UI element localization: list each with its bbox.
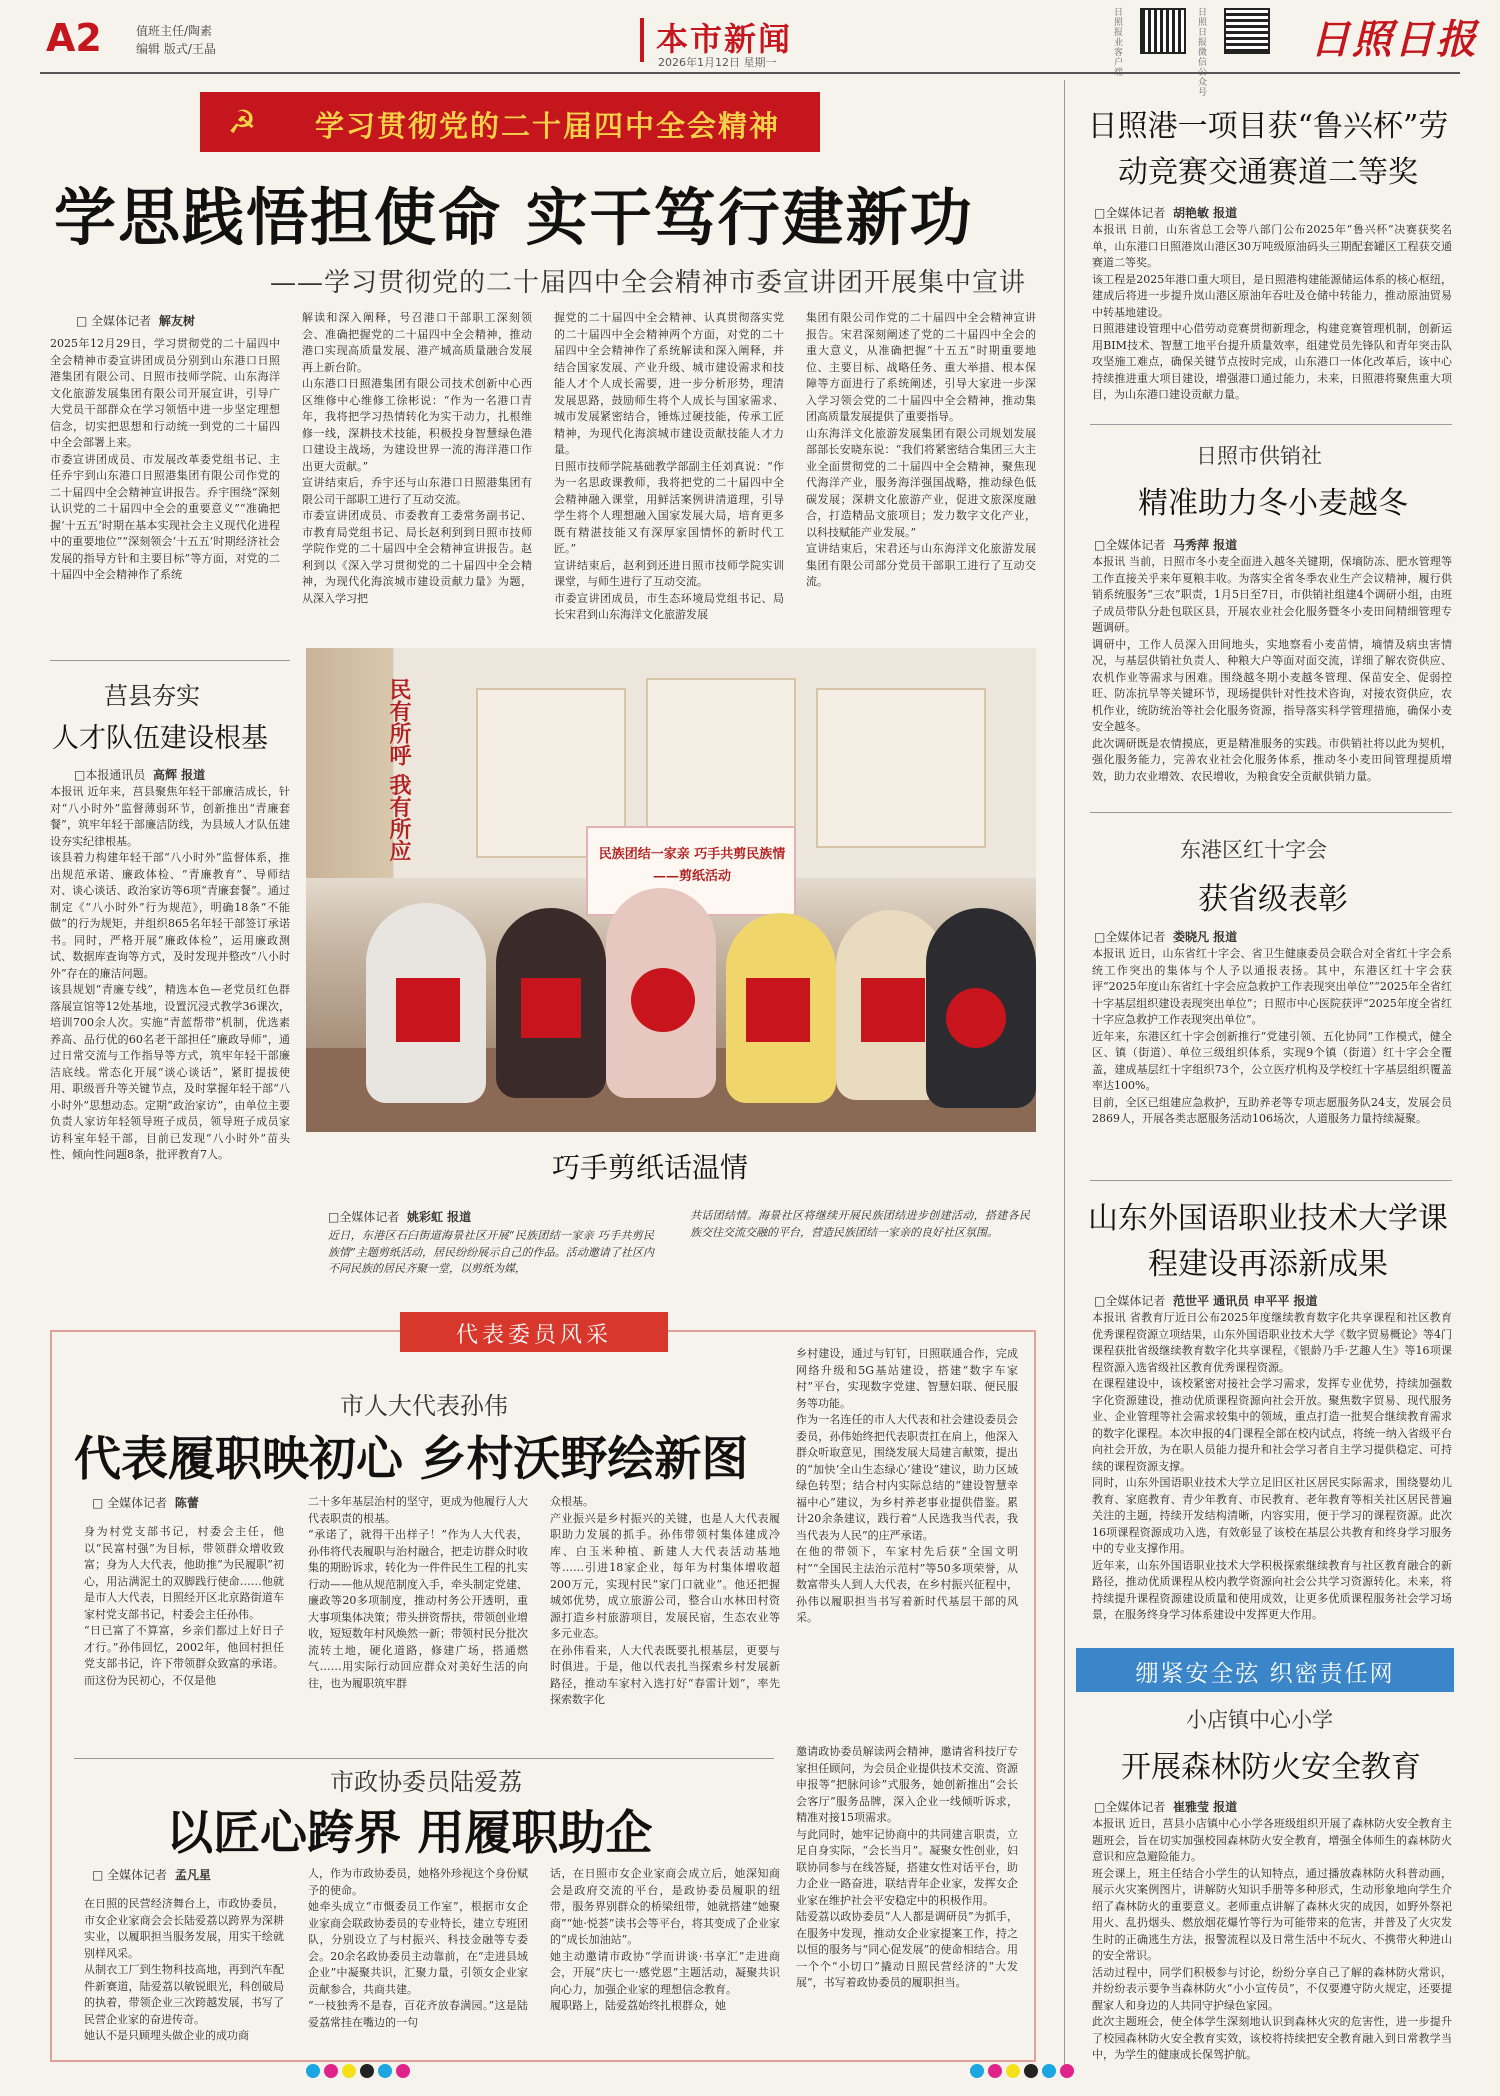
- photo-papercut-3: [631, 968, 695, 1032]
- section-name: 本市新闻: [656, 20, 793, 58]
- story2-title: 以匠心跨界 用履职助企: [166, 1806, 653, 1861]
- lead-column-2: 解读和深入阐释，号召港口干部职工深刻领会、准确把握党的二十届四中全会精神，推动港口实现高质量发展、港产城高质量融合发展再上新台阶。 山东港口日照港集团有限公司技术创新中心西区维修中心维修工徐彬说：“作为一名港口青年，我将把学习热情转化为实干动力，扎根维修一线，深耕技术技能，积极投身智慧绿色港口建设主战场，为建设世界一流的海洋港口作出更大贡献。” 宣讲结束后，乔宇还与山东港口日照港集团有限公司干部职工进行了互动交流。 市委宣讲团成员、市委教育工委常务副书记、市教育局党组书记、局长赵利到到日照市技师学院作党的二十届四中全会精神宣讲报告。赵利到以《深入学习贯彻党的二十届四中全会精神，为现代化海滨城市建设贡献力量》为题，从深入学习把: [302, 311, 532, 605]
- juxian-body: 本报讯 近年来，莒县聚焦年轻干部廉洁成长，针对“八小时外”监督薄弱环节，创新推出“青廉套餐”，筑牢年轻干部廉洁防线，为县域人才队伍建设夯实纪律根基。 该县着力构建年轻干部“八小时外”监督体系，推出规范承诺、廉政体检、“青廉教育”、导师结对、谈心谈话、政治家访等6项“青廉套餐”。通过制定《“八小时外”行为规范》，明确18条“不能做”的行为规矩，并组织865名年轻干部签订承诺书。同时，严格开展“廉政体检”，运用廉政测试、数据库查询等方式，及时发现并整改“八小时外”存在的廉洁问题。 该县规划“青廉专线”，精选本色—老党员红色群落展宣馆等12处基地，设置沉浸式教学36课次，培训700余人次。实施“青蓝帮带”机制，优选素养高、品行优的60名老干部担任“廉政导师”，通过日常交流与工作指导等方式，筑牢年轻干部廉洁底线。常态化开展“谈心谈话”，紧盯提拔使用、职级晋升等关键节点，及时掌握年轻干部“八小时外”思想动态。定期“政治家访”，由单位主要负责人家访年轻领导班子成员，领导班子成员家访科室年轻干部，目前已发现“八小时外”苗头性、倾向性问题8条，批评教育7人。: [50, 785, 290, 1161]
- story1-kicker: 市人大代表孙伟: [340, 1392, 508, 1420]
- editor-roles: 编辑 版式/王晶: [136, 42, 216, 56]
- photo-screen-text: 民族团结一家亲 巧手共剪民族情 ——剪纸活动: [598, 847, 786, 884]
- story1-column-4: 乡村建设，通过与钉钉，日照联通合作，完成网络升级和5G基站建设，搭建“数字车家村”平台，实现数字党建、智慧妇联、便民服务等功能。 作为一名连任的市人大代表和社会建设委员会委员，孙伟始终把代表职责扛在肩上，他深入群众听取意见，围绕发展大局建言献策，提出的“加快‘全山生态绿心’建设”建议，助力区域绿色转型；结合村内实际总结的“建设智慧幸福中心”建议，为乡村养老事业提供借鉴。累计20余条建议，践行着“人民选我当代表，我当代表为人民”的庄严承诺。 在他的带领下，车家村先后获“全国文明村”“全国民主法治示范村”等50多项荣誉，从数富带头人到人大代表，在乡村振兴征程中，孙伟以履职担当书写着新时代基层干部的风采。: [796, 1347, 1018, 1624]
- delegates-section-bar: [400, 1312, 668, 1352]
- juxian-title: 人才队伍建设根基: [52, 723, 268, 754]
- school-body: 本报讯 近日，莒县小店镇中心小学各班级组织开展了森林防火安全教育主题班会，旨在切实加强校园森林防火安全教育，增强全体师生的森林防火意识和应急避险能力。 班会课上，班主任结合小学生的认知特点，通过播放森林防火科普动画，展示火灾案例图片，讲解防火知识手册等多种形式，生动形象地向学生介绍了森林防火的重要意义。老师重点讲解了森林火灾的成因，如野外祭祀用火、乱扔烟头、燃放烟花爆竹等行为可能带来的危害，并普及了火灾发生时的正确逃生方法，报警流程以及日常生活中不玩火、不携带火种进山的安全常识。 活动过程中，同学们积极参与讨论，纷纷分享自己了解的森林防火常识，并纷纷表示要争当森林防火“小小宣传员”，不仅要遵守防火规定，还要提醒家人和身边的人共同守护绿色家园。 此次主题班会，使全体学生深刻地认识到森林火灾的危害性，进一步提升了校园森林防火安全教育实效，该校将持续把安全教育融入到日常教学当中，为学生的健康成长保驾护航。: [1092, 1817, 1452, 2061]
- photo-papercut-4: [746, 978, 810, 1042]
- port-title: 日照港一项目获“鲁兴杯”劳动竞赛交通赛道二等奖: [1087, 109, 1449, 190]
- story2-byline: □ 全媒体记者 孟凡星: [92, 1868, 211, 1882]
- redcross-kicker: 东港区红十字会: [1180, 838, 1327, 862]
- college-body: 本报讯 省教育厅近日公布2025年度继续教育数字化共享课程和社区教育优秀课程资源立项结果，山东外国语职业技术大学《数字贸易概论》等4门课程获批省级继续教育数字化共享课程，《银龄乃手·艺趣人生》等16项课程资源入选省级社区教育优秀课程资源。 在课程建设中，该校紧密对接社会学习需求，发挥专业优势，持续加强数字化资源建设，推动优质课程资源向社会开放。聚焦数字贸易、现代服务业、企业管理等社会需求较集中的领域，重点打造一批契合继续教育需求的数字化课程。本次申报的4门课程全部在校内试点，将统一纳入省级平台向社会开放，为在职人员能力提升和社会学习者自主学习提供稳定、可持续的课程资源支撑。 同时，山东外国语职业技术大学立足旧区社区居民实际需求，围绕婴幼儿教育、家庭教育、青少年教育、市民教育、老年教育等相关社区居民普遍关注的主题，持续开发结构清晰，内容实用，便于学习的课程资源。此次16项课程资源成功入选，有效彰显了该校在基层公共教育和终身学习服务中的专业支撑作用。 近年来，山东外国语职业技术大学积极探索继续教育与社区教育融合的新路径，推动优质课程从校内教学资源向社会公共学习资源转化。未来，将持续提升课程资源建设质量和使用成效，让更多优质课程服务社会学习场景，在服务终身学习体系建设中发挥更大作用。: [1092, 1311, 1452, 1621]
- story1-column-2: 二十多年基层治村的坚守，更成为他履行人大代表职责的根基。 “承诺了，就得干出样子！”作为人大代表，孙伟将代表履职与治村融合，把走访群众时收集的期盼诉求，转化为一件件民生工程的扎实行动——他从规范制度入手，牵头制定党建、廉政等20多项制度，推动村务公开透明，重大事项集体决策；带头拼资帮扶，带领创业增收，短短数年村风焕然一新；带领村民分批次流转土地，硬化道路，修建广场，搭通燃气……用实际行动回应群众对美好生活的向往，也为履职筑牢群: [308, 1495, 528, 1690]
- qr-caption-app: 日照报业客户: [1114, 8, 1124, 68]
- left-column-rule: [50, 660, 290, 661]
- supply-kicker: 日照市供销社: [1196, 444, 1322, 468]
- school-byline: □全媒体记者 崔雅莹 报道: [1094, 1800, 1238, 1814]
- redcross-body: 本报讯 近日，山东省红十字会、省卫生健康委员会联合对全省红十字会系统工作突出的集体与个人予以通报表扬。其中，东港区红十字会获评“2025年度山东省红十字会应急救护工作表现突出单位”“2025年全省红十字基层组织建设表现突出单位”；日照市中心医院获评“2025年度全省红十字应急救护工作表现突出单位”。 近年来，东港区红十字会创新推行“党建引领、五化协同”工作模式，健全区、镇（街道）、单位三级组织体系，实现9个镇（街道）红十字会全覆盖，建成基层红十字组织73个，公立医疗机构及学校红十字基层组织覆盖率达100%。 目前，全区已组建应急救护，互助养老等专项志愿服务队24支，发展会员2869人，开展各类志愿服务活动106场次，人道服务力量持续凝聚。: [1092, 947, 1452, 1125]
- qr-caption-wechat: 日照日报微信 众号: [1198, 8, 1208, 98]
- supply-title: 精准助力冬小麦越冬: [1138, 486, 1408, 521]
- story-divider: [74, 1758, 774, 1759]
- story2-column-2: 人，作为市政协委员，她格外珍视这个身份赋予的使命。 她牵头成立“市慨委员工作室”，根据市女企业家商会联政协委员的专业特长，建立专班团队，分别设立了与村振兴、科技金融等专委会。20余名政协委员主动靠前，在“走进县域企业”中凝聚共识，汇聚力量，引领女企业家贡献参合，共商共建。 “一枝独秀不是春，百花齐放春满园。”这是陆爱荔常挂在嘴边的一句: [308, 1867, 528, 2029]
- paper-cut-photo: [306, 648, 1036, 1132]
- college-title: 山东外国语职业技术大学课程建设再添新成果: [1088, 1201, 1448, 1282]
- school-title: 开展森林防火安全教育: [1121, 1750, 1421, 1785]
- photo-papercut-6: [946, 988, 1006, 1048]
- right-rule-2: [1090, 812, 1452, 813]
- story2-kicker: 市政协委员陆爱荔: [330, 1768, 522, 1796]
- redcross-title: 获省级表彰: [1198, 882, 1348, 917]
- safety-banner: [1076, 1648, 1454, 1692]
- lead-column-4: 集团有限公司作党的二十届四中全会精神宣讲报告。宋君深刻阐述了党的二十届四中全会的重大意义，从准确把握“十五五”时期重要地位、主要目标、战略任务、重大举措、根本保障等方面进行了系统阐述，引导大家进一步深入学习领会党的二十届四中全会精神，推动集团高质量发展提供了重要指导。 山东海洋文化旅游发展集团有限公司规划发展部部长安晓东说：“我们将紧密结合集团三大主业全面贯彻党的二十届四中全会精神，聚焦现代海洋产业，服务海洋强国战略，推动绿色低碳发展；深耕文化旅游产业，促进文旅深度融合，打造精品文旅项目；发力数字文化产业，以科技赋能产业发展。” 宣讲结束后，宋君还与山东海洋文化旅游发展集团有限公司部分党员干部职工进行了互动交流。: [806, 311, 1036, 588]
- lead-column-1: 2025年12月29日，学习贯彻党的二十届四中全会精神市委宣讲团成员分别到山东港口日照港集团有限公司、日照市技师学院、山东海洋文化旅游发展集团有限公司开展宣讲，引导广大党员干部群众在学习领悟中进一步坚定理想信念，切实把思想和行动统一到党的二十届四中全会部署上来。 市委宣讲团成员、市发展改革委党组书记、主任乔宇到山东港口日照港集团有限公司作党的二十届四中全会精神宣讲报告。乔宇围绕“深刻认识党的二十届四中全会的重要意义”“准确把握‘十五五’时期在基本实现社会主义现代化进程中的重要地位”“深刻领会‘十五五’时期经济社会发展的指导方针和主要目标”等方面，对党的二十届四中全会精神作了系统: [50, 337, 280, 581]
- story2-column-3: 话，在日照市女企业家商会成立后，她深知商会是政府交流的平台，是政协委员履职的纽带，服务界别群众的桥梁纽带，她就搭建“她聚商”“她·悦荟”读书会等平台，将其变成了企业家的“成长加油站”。 她主动邀请市政协“学而讲谈·书享汇”走进商会，开展“庆七一·感党恩”主题活动，凝聚共识向心力，加强企业家的理想信念教育。 履职路上，陆爱荔始终扎根群众，她: [550, 1867, 780, 2012]
- topic-banner: [200, 92, 820, 152]
- story1-column-1: 身为村党支部书记，村委会主任，他以“民富村强”为目标，带领群众增收致富；身为人大代表，他助推“为民履职”初心，用沾满泥土的双脚践行使命……他就是市人大代表，日照经开区北京路街道车家村党支部书记，村委会主任孙伟。 “日已富了不算富，乡亲们都过上好日子才行。”孙伟回忆，2002年，他回村担任党支部书记，许下带领群众致富的承诺。而这份为民初心，不仅是他: [84, 1525, 284, 1687]
- story1-title: 代表履职映初心 乡村沃野绘新图: [74, 1432, 749, 1487]
- section-divider: [640, 18, 644, 62]
- supply-body: 本报讯 当前，日照市冬小麦全面进入越冬关键期，保墒防冻、肥水管理等工作直接关乎来年夏粮丰收。为落实全省冬季农业生产会议精神，履行供销系统服务“三农”职责，1月5日至7日，市供销社组建4个调研小组，由班子成员带队分赴包联区县，开展农业社会化服务暨冬小麦田间精细管理专题调研。 调研中，工作人员深入田间地头，实地察看小麦苗情，墒情及病虫害情况，与基层供销社负责人、种粮大户等面对面交流，详细了解农资供应、农机作业等需求与困难。围绕越冬期小麦越冬管理、保苗安全、促弱控旺、防冻抗旱等关键环节，现场提供针对性技术咨询，对接农资供应，农机作业，统防统治等社会化服务资源，指导落实科学管理措施，确保小麦安全越冬。 此次调研既是农情摸底，更是精准服务的实践。市供销社将以此为契机，强化服务能力，完善农业社会化服务体系，推动冬小麦田间管理提质增效，助力农业增效、农民增收，为粮食安全贡献供销力量。: [1092, 555, 1452, 783]
- story1-column-3: 众根基。 产业振兴是乡村振兴的关键，也是人大代表履职助力发展的抓手。孙伟带领村集体建成冷库、白玉米种植、新建人大代表活动基地等……引进18家企业，每年为村集体增收超200万元，实现村民“家门口就业”。他还把握城郊优势，成立旅游公司，整合山水林田村资源打造乡村旅游项目，发展民宿，生态农业等多元业态。 在孙伟看来，人大代表既要扎根基层，更要与时俱进。于是，他以代表扎当探索乡村发展新路径，推动车家村入选打好“春雷计划”，率先探索数字化: [550, 1495, 780, 1706]
- header-rule: [40, 72, 1460, 74]
- safety-banner-text: 绷紧安全弦 织密责任网: [1135, 1661, 1395, 1687]
- page-header: [0, 0, 1500, 98]
- juxian-kicker: 莒县夯实: [104, 682, 200, 710]
- supply-byline: □全媒体记者 马秀萍 报道: [1094, 538, 1238, 552]
- photo-caption-title: 巧手剪纸话温情: [552, 1151, 749, 1184]
- photo-papercut-5: [861, 978, 925, 1042]
- photo-wall-slogan: 民有所呼 我有所应: [386, 678, 412, 862]
- qr-code-wechat: [1224, 8, 1270, 54]
- editor-duty: 值班主任/陶素: [136, 24, 213, 38]
- school-kicker: 小店镇中心小学: [1186, 1708, 1333, 1732]
- port-byline: □全媒体记者 胡艳敏 报道: [1094, 206, 1238, 220]
- redcross-byline: □全媒体记者 娄晓凡 报道: [1094, 930, 1238, 944]
- byline-box-icon: □: [76, 314, 92, 328]
- masthead-logo: 日照日报: [1310, 16, 1478, 63]
- lead-byline: □ 全媒体记者 解友树: [76, 314, 195, 328]
- lead-title: 学思践悟担使命 实干笃行建新功: [54, 181, 974, 254]
- right-rule-3: [1090, 1180, 1452, 1181]
- photo-papercut-1: [396, 978, 460, 1042]
- photo-notice-board-3: [816, 688, 986, 848]
- story2-column-1: 在日照的民营经济舞台上，市政协委员，市女企业家商会会长陆爱荔以跨界为深耕实业，以履职担当服务发展，用实干绘就别样风采。 从制衣工厂到生物科技高地，再到汽车配件新赛道，陆爱荔以敏锐眼光，科创破局的执着，带领企业三次跨越发展，书写了民营企业家的奋进传奇。 她认不是只顾埋头做企业的成功商: [84, 1897, 284, 2042]
- party-emblem-icon: ☭: [227, 103, 257, 141]
- right-rule-1: [1090, 424, 1452, 425]
- print-registration-marks-left: [306, 2064, 426, 2082]
- lead-subtitle: ——学习贯彻党的二十届四中全会精神市委宣讲团开展集中宣讲: [270, 268, 1027, 298]
- qr-code-app: [1140, 8, 1186, 54]
- lead-column-3: 握党的二十届四中全会精神、认真贯彻落实党的二十届四中全会精神两个方面，对党的二十届四中全会精神作了系统解读和深入阐释，并结合国家发展、产业升级、城市建设需求和技能人才个人成长需要，进一步分析形势，理清发展思路，鼓励师生将个人成长与国家需求、城市发展紧密结合，锤炼过硬技能，传承工匠精神，为现代化海滨城市建设贡献技能人才力量。 日照市技师学院基础教学部副主任刘真说：“作为一名思政课教师，我将把党的二十届四中全会精神融入课堂，用鲜活案例讲清道理，引导学生将个人理想融入国家发展大局，培育更多既有精湛技能又有深厚家国情怀的新时代工匠。” 宣讲结束后，赵利到还进日照市技师学院实训课堂，与师生进行了互动交流。 市委宣讲团成员，市生态环境局党组书记、局长宋君到山东海洋文化旅游发展: [554, 311, 784, 621]
- photo-papercut-2: [521, 978, 581, 1038]
- print-registration-marks-right: [970, 2064, 1090, 2082]
- story2-column-4: 邀请政协委员解读两会精神，邀请省科技厅专家担任顾问，为会员企业提供技术交流、资源申报等“把脉问诊”式服务，她创新推出“会长会客厅”服务品牌，深入企业一线倾听诉求，精准对接15项需求。 与此同时，她牢记协商中的共同建言职责，立足自身实际，“会长当月”。凝聚女性创业，妇联协同参与在线答疑，搭建女性对话平台，助力企业一路奋进，联结青年企业家，发挥女企业家在维护社会平安稳定中的积极作用。 陆爱荔以政协委员“人人都是调研员”为抓手，在服务中发现，推动女企业家提案工作，持之以恒的服务与“同心促发展”的使命相结合。用一个个“小切口”撬动日照民营经济的“大发展”，书写着政协委员的履职担当。: [796, 1745, 1018, 1989]
- juxian-byline: □本报通讯员 高辉 报道: [74, 768, 206, 782]
- story1-byline: □ 全媒体记者 陈蕾: [92, 1496, 199, 1510]
- college-byline: □全媒体记者 范世平 通讯员 申平平 报道: [1094, 1294, 1318, 1308]
- photo-caption-col-2: 共话团结情。海景社区将继续开展民族团结进步创建活动，搭建各民族交往交流交融的平台，营造民族团结一家亲的良好社区氛围。: [690, 1209, 1030, 1239]
- issue-date: 2026年1月12日 星期一: [658, 56, 777, 69]
- delegates-section-title: 代表委员风采: [455, 1323, 612, 1348]
- photo-caption-byline: □全媒体记者 姚彩虹 报道: [328, 1210, 472, 1224]
- port-body: 本报讯 日前，山东省总工会等八部门公布2025年“鲁兴杯”决赛获奖名单，山东港口日照港岚山港区30万吨级原油码头三期配套罐区工程获交通赛道二等奖。 该工程是2025年港口重大项目，是日照港构建能源储运体系的核心枢纽，建成后将进一步提升岚山港区原油年吞吐及仓储中转能力，推动原油贸易中转基地建设。 日照港建设管理中心借劳动竞赛贯彻新理念，构建竞赛管理机制，创新运用BIM技术、智慧工地平台提升质量效率，组建党员先锋队和青年突击队攻坚施工难点，确保关键节点按时完成，山东港口一体化改革后，该中心持续推进重大项目建设，增强港口通过能力，未来，日照港将聚焦重大项目，为山东港口建设贡献力量。: [1092, 223, 1452, 401]
- banner-text: 学习贯彻党的二十届四中全会精神: [315, 109, 781, 143]
- photo-caption-col-1: 近日，东港区石臼街道海景社区开展“民族团结一家亲 巧手共剪民族情”主题剪纸活动，居民纷纷展示自己的作品。活动邀请了社区内不同民族的居民齐聚一堂，以剪纸为媒，: [328, 1229, 654, 1275]
- page-code: A2: [46, 16, 102, 60]
- right-column-rule: [1064, 80, 1065, 2070]
